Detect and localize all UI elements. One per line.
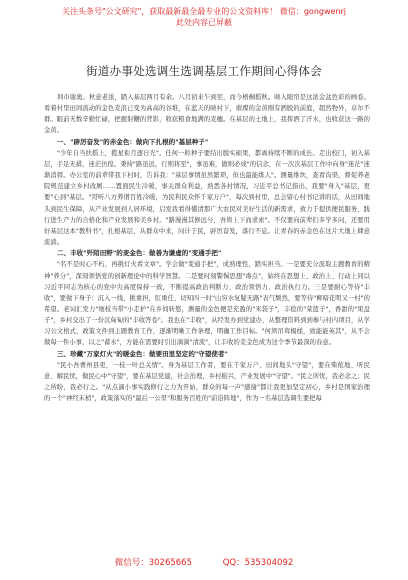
section-heading-1: 一、"辟厉奋发"的赤金色：做向下扎根的"基层种子" (57, 137, 209, 146)
document-title: 街道办事处选调生选调基层工作期间心得体会 (86, 64, 322, 78)
footer-wechat: 微信号：30265665 (114, 558, 192, 568)
header-banner (0, 6, 408, 34)
section-paragraph-3: "民小吾曹州县吏，一枝一叶总关情"。身为基层工作者，要在千家万户、田间地头"守望"，要在柴侬地、听民意、解民忧，做民心中"守望"，要在基层党建，社会治理，乡村振兴，产业发展中"守望"。"民之所忧，我必念之；民之所盼，我必行之。"从点滴小事实践修行之力为开始，群众的每一声"感谢"都让我更加坚定初心，乡村是国家治理的一个"神经末梢"，政策落实的"最后一公里"和服务百姓的"前沿阵地"，作为一名基层选调生要把每 (44, 361, 370, 403)
banner-line-1: 关注头条号"公文研究"，获取最新最全最专业的公文资料库！ 微信：gongwenrj (61, 7, 347, 16)
section-heading-2: 二、丰收"歼陌田野"的麦金色：做善为谦虚的"变通手把" (57, 249, 222, 258)
section-paragraph-2: "名不是时心不朽，再挑灯火看文章"。学会做"变通手把"，成熟理性，踏实担当。一是要充分汲取主题教育的精神"养分"，深刻领悟党的创新理论中的科学智慧。二是要时刻警惕思想"毒点"，始终在思想上、政治上、行动上同以习近平同志为核心的党中央高度保持一致，不断提高政治判断力、政治领悟力、政治执行力。三是要耐心等待"丰收"，要做下身子：沉入一线，挑重担，肛重任、切知四一时"山穷水复疑无路"表气颓然，要等待"柳暗花明又一村"的希望。老词汇发力"细枝当带"小走护"在乡间转悠，测量的金色便是充盈的"米袋子"，丰稔的"菜篮子"，香甜的"果盘子"，乡村交出了一份沉甸甸的"丰收答卷"。我也在"丰收"，从经发办到党建办，从整理资料到到参与村内项目，从学习公文格式，政策文件到主题教育工作，逐渐明晰工作条理，明确工作目标。"何须吊茸楊揉，致能能英其"，从不会做每一件小事，以之"蓄水"，方能在需要时引出滴滴"清流"，让丰收的麦金色成为这个季节最深的春意。 (44, 261, 370, 347)
footer-contact (0, 556, 408, 568)
footer-qq: QQ：535304092 (222, 558, 294, 568)
section-paragraph-1: "少年自当扶摇上，揽星衔月逐日光"。任何一粒种子要结出脱实硕果，都离持续不断的成长。走出校门，初入基层，手足无措，迷茫彷徨。秉持"路虽远，行则将至"，事虽难，做则必成"的信念，在一次次基层工作中向身"迷茫"迷渐消弭。办公室的前辈带我下村时，告诉我："基层事情虽然繁琐，但也最能练人"。测量维坎，查看沟渠，督促养老院规范建立乡村改厕……置面民生冷暖，事关群众利益，熟悉各村情况，习近平总书记指出，我要"身入"基层，更要"心到"基层。"哥听八方养谱百姓冷暖，为民利民众怀千家万户"，每次到村里，总会留心村书记讲的话，从田间地头到民生保障，从产业发展到人居环境，启发我看得懂清那广大农民对美好生活的新需求，致力于提供便民服务、践行进生产力的合格化和产业发展和美乡村。"路漫漫其修远兮，吾将上下而求索"。不仅要向前辈们多学多问，还要用好基层这本"教科书"，扎根基层，从群众中来，问计于民，辟厉奋发，落行不息。让青春的赤金色在这片大地上肆意流淌。 (44, 149, 370, 247)
intro-paragraph: 圳市谢奥。秋意老浓，踏入基层两月有余。八月初来乍到至，而今梧桐摇秋。映入眼帘是这浓金盆色彩的画卷。看着村里田间流动的金色麦浪已变为高高的谷堆，在蓝天的映衬下，璀璨的金黄刚有洒脱的前庭，超然物外，卓尔不群。眼前无数辛勤忙碌，把握射鞭的背影，收获粮食地满的麦穗。在基层的土地上，我挥洒了汗水，也收获这一路的金黄。 (44, 94, 370, 135)
section-heading-3: 三、珍藏"万家灯火"的暖金色：做要田里坚定的"守望使者" (57, 349, 228, 358)
banner-line-2: 此处内容已屏蔽 (176, 18, 232, 27)
document-body (44, 92, 370, 404)
